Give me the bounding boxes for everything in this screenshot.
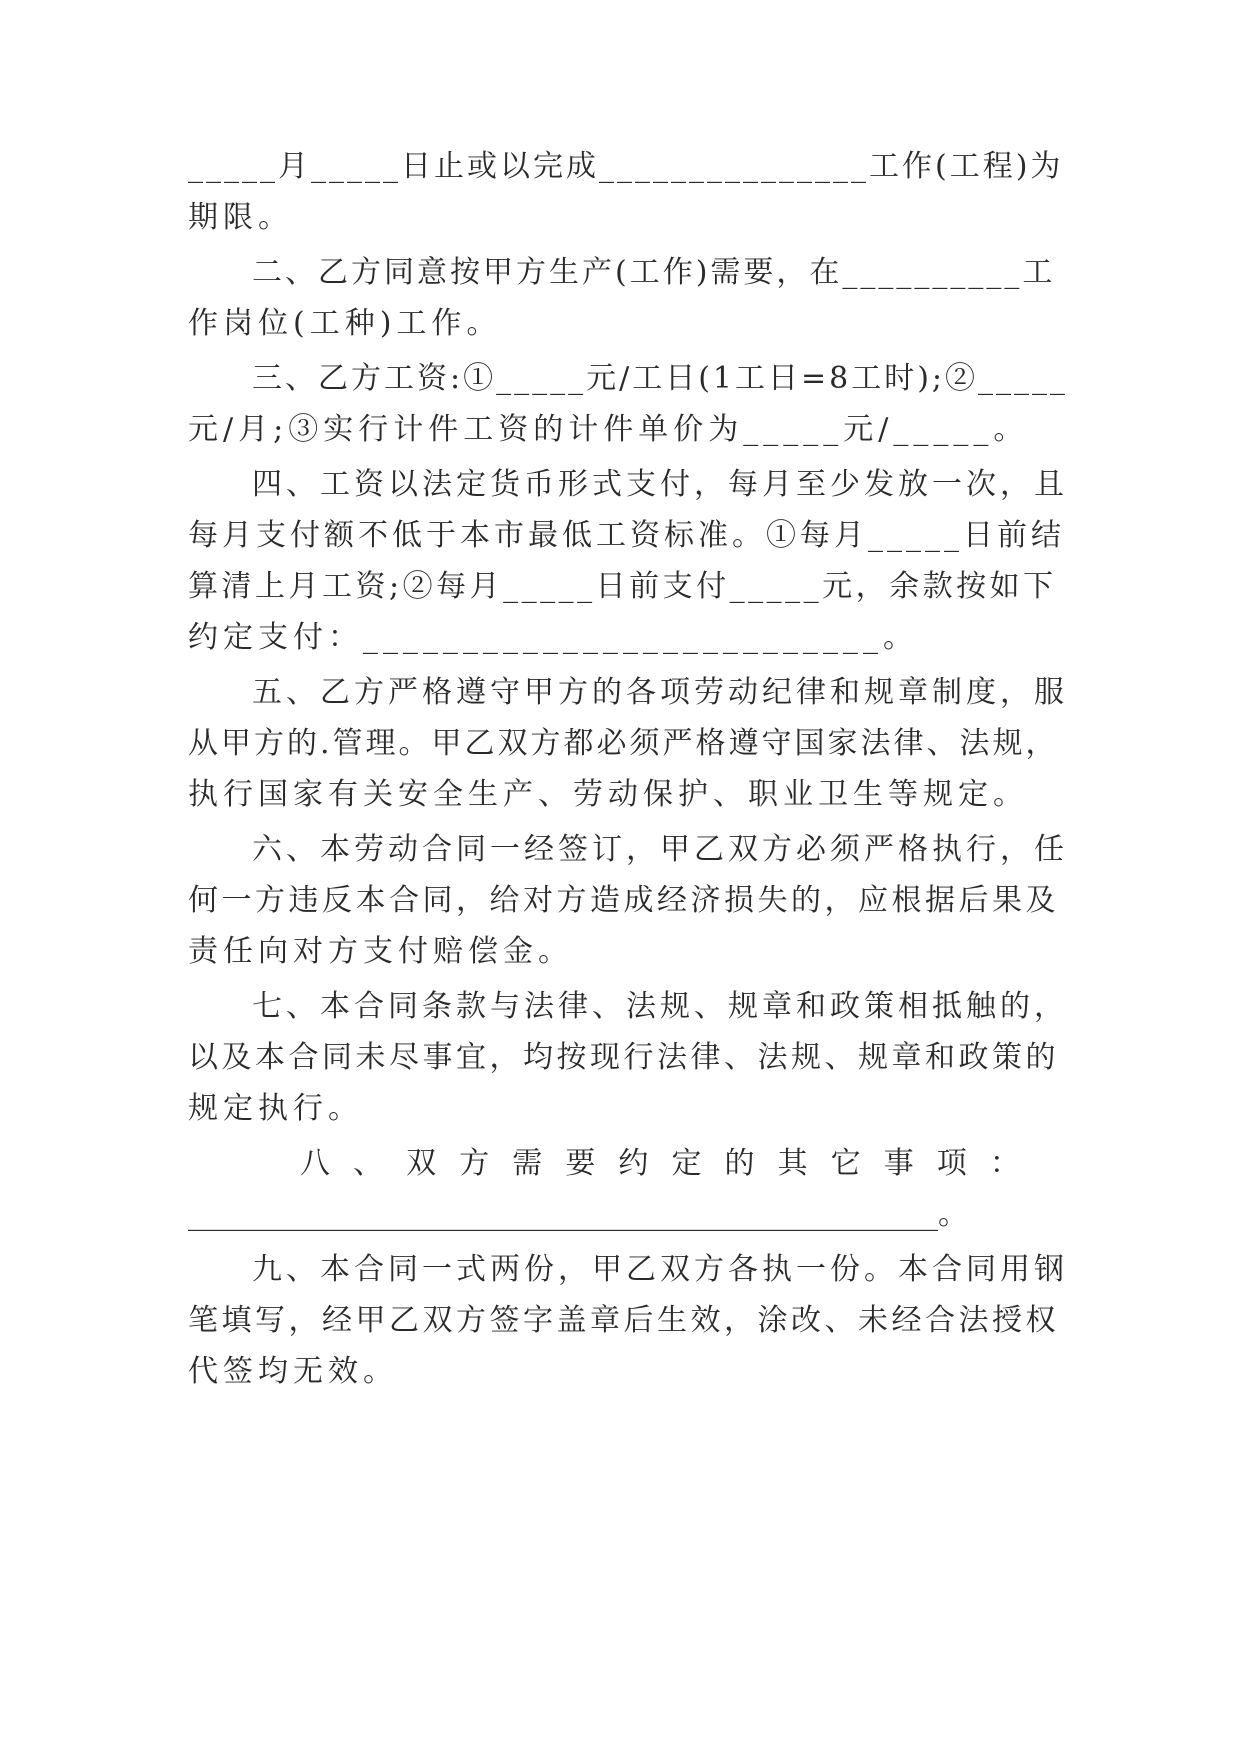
text-line: 作岗位(工种)工作。 [188,306,502,341]
text-line: 期限。 [188,200,293,235]
clause-7-line: 七、本合同条款与法律、法规、规章和政策相抵触的， [252,989,1068,1024]
text-line: 每月支付额不低于本市最低工资标准。①每月_____日前结 [188,518,1065,553]
clause-8-blank-line: __________________________________________________。 [188,1197,968,1232]
text-line: 何一方违反本合同，给对方造成经济损失的，应根据后果及 [188,883,1059,918]
clause-8-char: 它 [830,1146,861,1181]
clause-6-line: 六、本劳动合同一经签订，甲乙双方必须严格执行，任 [252,832,1068,867]
text-line: 执行国家有关安全生产、劳动保护、职业卫生等规定。 [188,777,1028,812]
clause-5-line: 五、乙方严格遵守甲方的各项劳动纪律和规章制度，服 [252,675,1068,710]
clause-8-char: 八 [300,1146,330,1181]
clause-2-line: 二、乙方同意按甲方生产(工作)需要，在__________工 [252,255,1056,290]
clause-8-char: 要 [565,1146,596,1181]
text-line: 算清上月工资;②每月_____日前支付_____元，余款按如下 [188,569,1057,604]
clause-8-char: 事 [883,1146,914,1181]
clause-8-char: 需 [512,1146,543,1181]
clause-8-heading [300,1144,1020,1184]
clause-8-char: 、 [353,1146,384,1181]
clause-8-char: 项 [936,1146,967,1181]
clause-8-char: 定 [671,1146,702,1181]
clause-8-char: 双 [406,1146,437,1181]
text-line: 从甲方的.管理。甲乙双方都必须严格遵守国家法律、法规， [188,726,1059,761]
clause-4-line: 四、工资以法定货币形式支付，每月至少发放一次，且 [252,467,1068,502]
text-line: 代签均无效。 [188,1354,398,1389]
clause-3-line: 三、乙方工资:①_____元/工日(1工日=8工时);②_____ [252,361,1069,396]
clause-9-line: 九、本合同一式两份，甲乙双方各执一份。本合同用钢 [252,1252,1068,1287]
text-line: 笔填写，经甲乙双方签字盖章后生效，涂改、未经合法授权 [188,1303,1059,1338]
clause-8-char: ： [989,1146,1020,1181]
clause-8-char: 方 [459,1146,490,1181]
text-line: 以及本合同未尽事宜，均按现行法律、法规、规章和政策的 [188,1040,1059,1075]
text-line: 责任向对方支付赔偿金。 [188,934,573,969]
text-line: 规定执行。 [188,1091,363,1126]
clause-8-char: 的 [724,1146,755,1181]
clause-8-char: 其 [777,1146,808,1181]
text-line: 元/月;③实行计件工资的计件单价为_____元/_____。 [188,412,1029,447]
text-line: 约定支付：__________________________。 [188,620,918,655]
text-line: _____月_____日止或以完成_______________工作(工程)为 [188,149,1064,184]
clause-8-char: 约 [618,1146,649,1181]
